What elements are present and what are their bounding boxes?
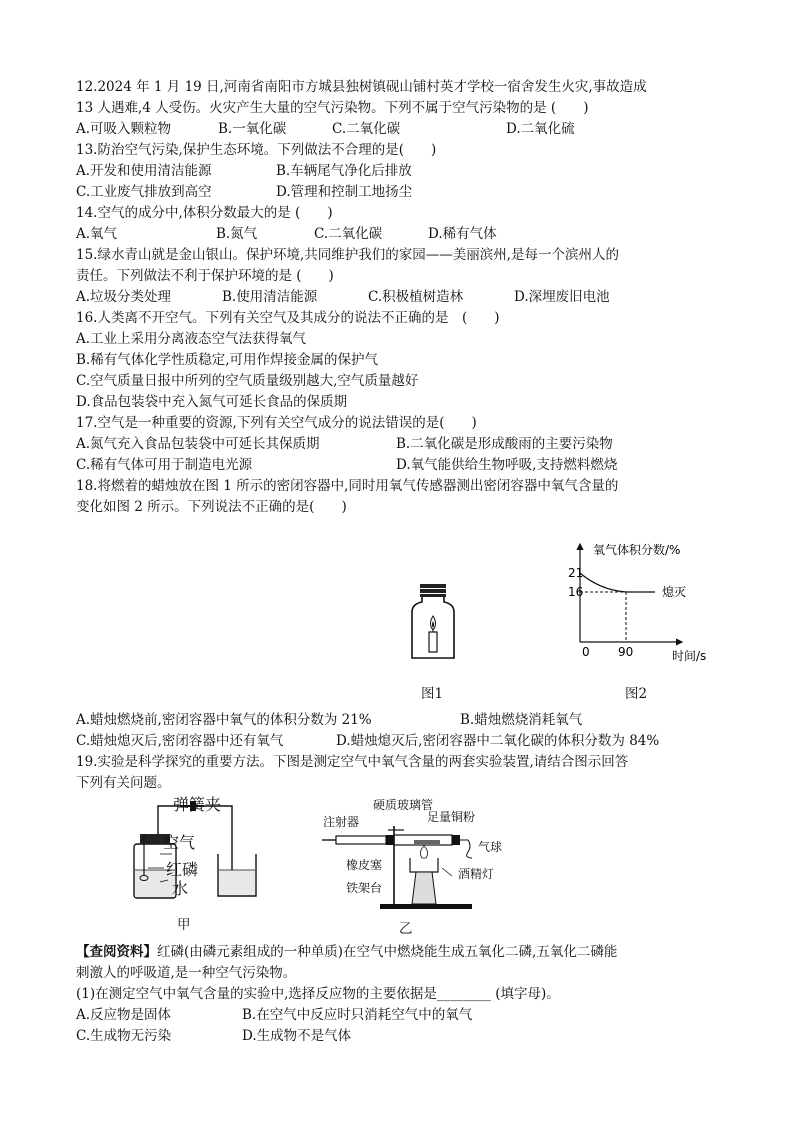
q17-stem: 17.空气是一种重要的资源,下列有关空气成分的说法错误的是( ): [76, 415, 477, 431]
q12-option-c: C.二氧化碳: [332, 121, 401, 137]
label-hard-glass-tube: 硬质玻璃管: [373, 798, 434, 812]
info-tag: 【查阅资料】: [76, 944, 157, 960]
q18-stem-line1: 18.将燃着的蜡烛放在图 1 所示的密闭容器中,同时用氧气传感器测出密闭容器中氧气含量的: [76, 478, 619, 494]
label-balloon: 气球: [478, 840, 503, 854]
q13-option-d: D.管理和控制工地扬尘: [276, 184, 413, 200]
graph-y-tick-16: 16: [568, 585, 584, 599]
q13-option-a: A.开发和使用清洁能源: [76, 163, 212, 179]
q16-option-b: B.稀有气体化学性质稳定,可用作焊接金属的保护气: [76, 352, 379, 368]
q12-option-b: B.一氧化碳: [218, 121, 287, 137]
q12-option-d: D.二氧化硫: [506, 121, 575, 137]
label-spring-clip: 弹簧夹: [173, 795, 222, 814]
q14-option-a: A.氧气: [76, 226, 118, 242]
graph-oxygen-curve: [580, 573, 655, 592]
q16-option-a: A.工业上采用分离液态空气法获得氧气: [76, 331, 307, 347]
apparatus-jia-caption: 甲: [177, 917, 191, 933]
label-water: 水: [172, 879, 189, 898]
q12-stem-line1: 12.2024 年 1 月 19 日,河南省南阳市方城县独树镇砚山铺村英才学校一宿舍发生火灾,事故造成: [76, 79, 647, 95]
q14-option-c: C.二氧化碳: [314, 226, 383, 242]
q15-stem-line1: 15.绿水青山就是金山银山。保护环境,共同维护我们的家园——美丽滨州,是每一个滨州人的: [76, 247, 620, 263]
label-red-phosphorus: 红磷: [166, 860, 199, 879]
label-copper-powder: 足量铜粉: [427, 810, 476, 824]
label-alcohol-lamp: 酒精灯: [458, 867, 495, 881]
q15-stem-line2: 责任。下列做法不利于保护环境的是 ( ): [76, 268, 334, 284]
q18-option-d: D.蜡烛熄灭后,密闭容器中二氧化碳的体积分数为 84%: [336, 733, 660, 749]
graph-annotation-extinguished: 熄灭: [662, 585, 687, 599]
q19-stem-line1: 19.实验是科学探究的重要方法。下图是测定空气中氧气含量的两套实验装置,请结合图示回答: [76, 754, 629, 770]
graph-x-label: 时间/s: [672, 649, 707, 663]
q15-option-a: A.垃圾分类处理: [76, 289, 172, 305]
q19-option-b: B.在空气中反应时只消耗空气中的氧气: [242, 1007, 473, 1023]
label-air: 空气: [163, 833, 196, 852]
q18-option-b: B.蜡烛燃烧消耗氧气: [460, 712, 583, 728]
q16-stem: 16.人类离不开空气。下列有关空气及其成分的说法不正确的是 ( ): [76, 310, 500, 326]
q19-option-a: A.反应物是固体: [76, 1007, 172, 1023]
q12-stem-line2: 13 人遇难,4 人受伤。火灾产生大量的空气污染物。下列不属于空气污染物的是 ( ): [76, 100, 589, 116]
q13-option-b: B.车辆尾气净化后排放: [276, 163, 412, 179]
q18-option-a: A.蜡烛燃烧前,密闭容器中氧气的体积分数为 21%: [76, 712, 372, 728]
label-rubber-stopper: 橡皮塞: [346, 858, 383, 872]
q14-option-d: D.稀有气体: [428, 226, 497, 242]
q15-option-c: C.积极植树造林: [368, 289, 464, 305]
figure2-caption: 图2: [625, 686, 648, 702]
q18-stem-line2: 变化如图 2 所示。下列说法不正确的是( ): [76, 499, 347, 515]
q19-info-line2: 刺激人的呼吸道,是一种空气污染物。: [76, 965, 297, 981]
q16-option-c: C.空气质量日报中所列的空气质量级别越大,空气质量越好: [76, 373, 419, 389]
graph-y-tick-21: 21: [568, 566, 584, 580]
q14-stem: 14.空气的成分中,体积分数最大的是 ( ): [76, 205, 333, 221]
label-syringe: 注射器: [323, 815, 360, 829]
q19-sub1: (1)在测定空气中氧气含量的实验中,选择反应物的主要依据是________ (填字母)。: [76, 986, 560, 1002]
q19-stem-line2: 下列有关问题。: [76, 775, 171, 791]
graph-origin-label: 0: [582, 645, 590, 659]
q13-option-c: C.工业废气排放到高空: [76, 184, 212, 200]
apparatus-yi-caption: 乙: [399, 921, 413, 937]
figure2-oxygen-graph: [560, 538, 720, 668]
q17-option-b: B.二氧化碳是形成酸雨的主要污染物: [396, 436, 613, 452]
q15-option-d: D.深埋废旧电池: [514, 289, 610, 305]
graph-x-tick-90: 90: [618, 645, 634, 659]
q17-option-c: C.稀有气体可用于制造电光源: [76, 457, 253, 473]
q16-option-d: D.食品包装袋中充入氮气可延长食品的保质期: [76, 394, 348, 410]
info-text1: 红磷(由磷元素组成的一种单质)在空气中燃烧能生成五氧化二磷,五氧化二磷能: [157, 944, 618, 960]
q13-stem: 13.防治空气污染,保护生态环境。下列做法不合理的是( ): [76, 142, 437, 158]
graph-y-label: 氧气体积分数/%: [593, 543, 681, 557]
label-iron-stand: 铁架台: [346, 881, 383, 895]
q19-option-d: D.生成物不是气体: [242, 1028, 352, 1044]
q14-option-b: B.氮气: [216, 226, 258, 242]
q12-option-a: A.可吸入颗粒物: [76, 121, 172, 137]
figure1-candle-bottle: [408, 582, 458, 660]
q19-info-line1: [76, 943, 617, 961]
q17-option-d: D.氧气能供给生物呼吸,支持燃料燃烧: [396, 457, 618, 473]
q15-option-b: B.使用清洁能源: [222, 289, 318, 305]
q19-option-c: C.生成物无污染: [76, 1028, 172, 1044]
figure1-caption: 图1: [421, 686, 444, 702]
q18-option-c: C.蜡烛熄灭后,密闭容器中还有氧气: [76, 733, 284, 749]
q17-option-a: A.氮气充入食品包装袋中可延长其保质期: [76, 436, 320, 452]
